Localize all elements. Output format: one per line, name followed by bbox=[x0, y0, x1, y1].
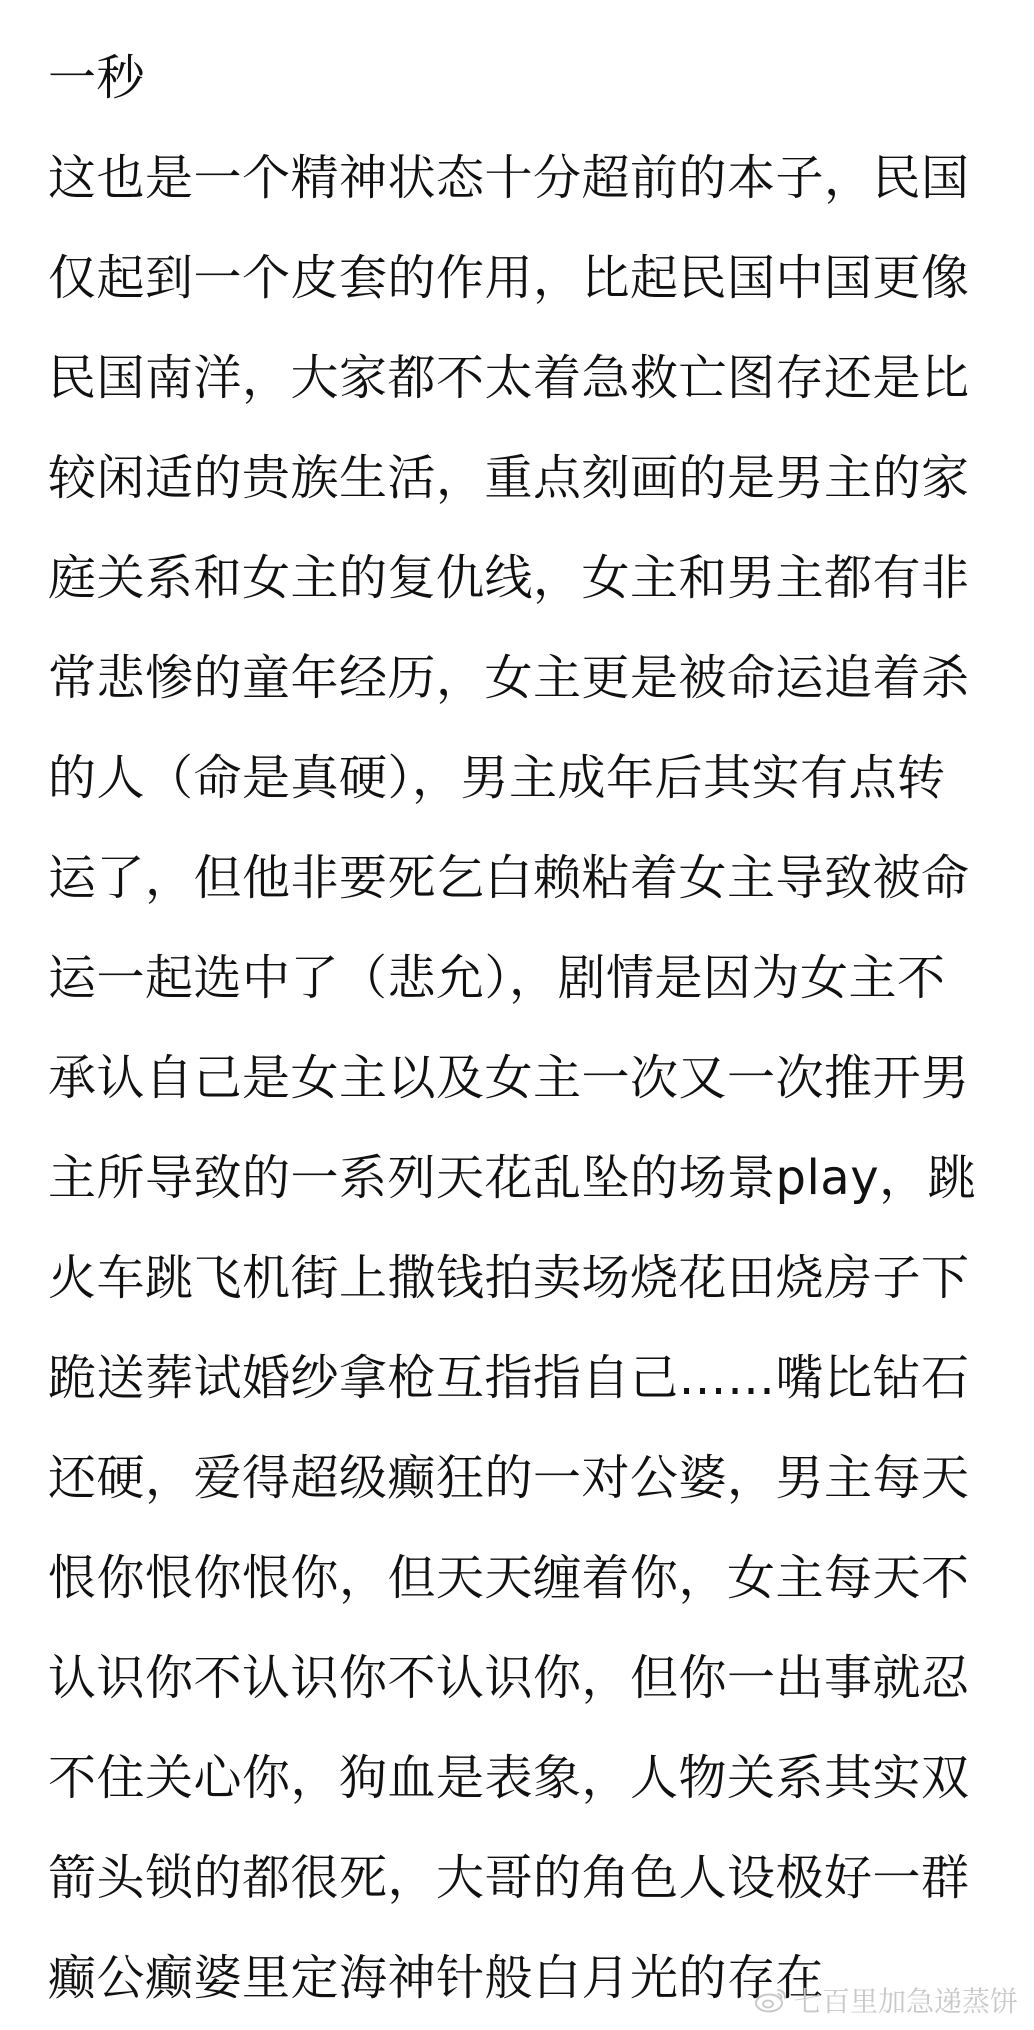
text-line-19: 癫公癫婆里定海神针般白月光的存在 bbox=[48, 1950, 825, 2006]
watermark-text: 七百里加急递蒸饼 bbox=[793, 1985, 1018, 2018]
text-line-18: 箭头锁的都很死，大哥的角色人设极好一群 bbox=[48, 1850, 970, 1906]
text-line-11: 主所导致的一系列天花乱坠的场景play，跳 bbox=[48, 1150, 977, 1206]
text-line-12: 火车跳飞机街上撒钱拍卖场烧花田烧房子下 bbox=[48, 1250, 970, 1306]
text-line-3: 民国南洋，大家都不太着急救亡图存还是比 bbox=[48, 350, 970, 406]
text-line-4: 较闲适的贵族生活，重点刻画的是男主的家 bbox=[48, 450, 970, 506]
text-line-6: 常悲惨的童年经历，女主更是被命运追着杀 bbox=[48, 650, 970, 706]
text-line-13: 跪送葬试婚纱拿枪互指指自己……嘴比钻石 bbox=[48, 1350, 970, 1406]
text-line-15: 恨你恨你恨你，但天天缠着你，女主每天不 bbox=[48, 1550, 970, 1606]
watermark bbox=[754, 1980, 1018, 2020]
text-line-2: 仅起到一个皮套的作用，比起民国中国更像 bbox=[48, 250, 970, 306]
text-line-7: 的人（命是真硬），男主成年后其实有点转 bbox=[48, 750, 946, 806]
weibo-logo-icon bbox=[754, 1987, 788, 2013]
text-line-10: 承认自己是女主以及女主一次又一次推开男 bbox=[48, 1050, 970, 1106]
text-line-14: 还硬，爱得超级癫狂的一对公婆，男主每天 bbox=[48, 1450, 970, 1506]
text-line-16: 认识你不认识你不认识你，但你一出事就忍 bbox=[48, 1650, 970, 1706]
text-line-17: 不住关心你，狗血是表象，人物关系其实双 bbox=[48, 1750, 970, 1806]
text-line-9: 运一起选中了（悲允），剧情是因为女主不 bbox=[48, 950, 946, 1006]
text-line-0: 一秒 bbox=[48, 50, 146, 106]
text-line-8: 运了，但他非要死乞白赖粘着女主导致被命 bbox=[48, 850, 970, 906]
text-line-1: 这也是一个精神状态十分超前的本子，民国 bbox=[48, 150, 970, 206]
text-line-5: 庭关系和女主的复仇线，女主和男主都有非 bbox=[48, 550, 970, 606]
